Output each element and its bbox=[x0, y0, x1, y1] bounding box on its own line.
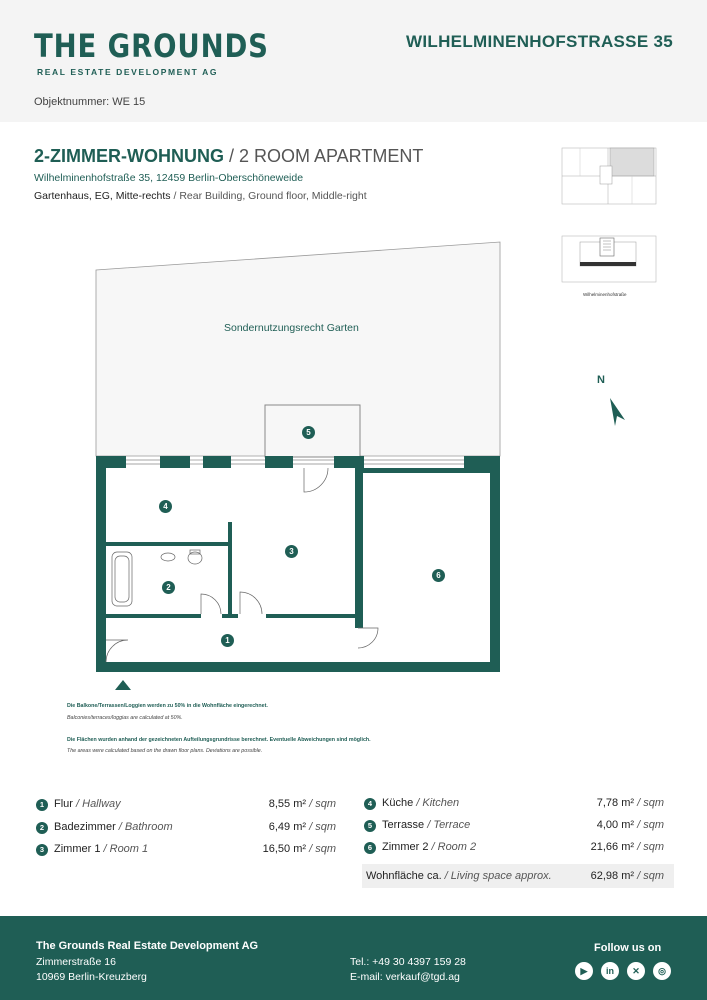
room-number-badge: 6 bbox=[364, 842, 376, 854]
room-marker-1: 1 bbox=[221, 634, 234, 647]
phone-number[interactable]: Tel.: +49 30 4397 159 28 bbox=[350, 956, 466, 968]
garden-label: Sondernutzungsrecht Garten bbox=[224, 322, 359, 334]
logo-wordmark: THE GROUNDS bbox=[34, 27, 269, 65]
room-row bbox=[364, 841, 664, 857]
location-en: / Rear Building, Ground floor, Middle-right bbox=[170, 190, 367, 202]
room-name: Flur / Hallway bbox=[54, 798, 121, 810]
room-name: Küche / Kitchen bbox=[382, 797, 460, 809]
note-areas-en: The areas were calculated based on the drawn floor plans. Deviations are possible. bbox=[67, 748, 263, 754]
room-name: Zimmer 1 / Room 1 bbox=[54, 843, 149, 855]
room-number-badge: 2 bbox=[36, 822, 48, 834]
apartment-interior bbox=[101, 466, 493, 665]
room-marker-4: 4 bbox=[159, 500, 172, 513]
note-balcony-en: Balconies/terraces/loggias are calculated at 50%. bbox=[67, 715, 183, 721]
room-row bbox=[36, 798, 336, 814]
room-number-badge: 5 bbox=[364, 820, 376, 832]
apartment-title bbox=[34, 146, 423, 167]
room-number-badge: 4 bbox=[364, 798, 376, 810]
room-name: Badezimmer / Bathroom bbox=[54, 821, 173, 833]
follow-label: Follow us on bbox=[594, 942, 662, 954]
room-row bbox=[36, 843, 336, 859]
company-name: The Grounds Real Estate Development AG bbox=[36, 940, 259, 952]
instagram-icon[interactable]: ◎ bbox=[653, 962, 671, 980]
room-area: 4,00 m² / sqm bbox=[596, 819, 664, 831]
thumbnail-caption: Wilhelminenhofstraße bbox=[583, 292, 627, 297]
apartment-address: Wilhelminenhofstraße 35, 12459 Berlin-Oberschöneweide bbox=[34, 172, 304, 184]
floor-plan bbox=[0, 230, 707, 700]
room-area: 21,66 m² / sqm bbox=[590, 841, 664, 853]
object-number: Objektnummer: WE 15 bbox=[34, 96, 146, 108]
note-areas-de: Die Flächen wurden anhand der gezeichneten Aufteilungsgrundrisse berechnet. Eventuelle Abweichungen sind möglich. bbox=[67, 737, 371, 743]
room-name: Terrasse / Terrace bbox=[382, 819, 471, 831]
youtube-icon[interactable]: ▶ bbox=[575, 962, 593, 980]
company-street: Zimmerstraße 16 bbox=[36, 956, 116, 968]
room-row bbox=[364, 797, 664, 813]
living-space-total bbox=[362, 864, 674, 888]
room-marker-3: 3 bbox=[285, 545, 298, 558]
room-marker-6: 6 bbox=[432, 569, 445, 582]
apartment-location bbox=[34, 190, 367, 202]
apartment-title-en: / 2 ROOM APARTMENT bbox=[223, 146, 424, 166]
entrance-arrow bbox=[115, 680, 131, 690]
floor-position-thumbnail bbox=[560, 146, 660, 208]
linkedin-icon[interactable]: in bbox=[601, 962, 619, 980]
xing-icon[interactable]: ✕ bbox=[627, 962, 645, 980]
room-area: 6,49 m² / sqm bbox=[268, 821, 336, 833]
total-label: Wohnfläche ca. / Living space approx. bbox=[366, 870, 552, 882]
email-link[interactable]: E-mail: verkauf@tgd.ag bbox=[350, 971, 460, 983]
page-header bbox=[0, 0, 707, 122]
page-footer bbox=[0, 916, 707, 1000]
property-street-title: WILHELMINENHOFSTRASSE 35 bbox=[406, 32, 673, 51]
north-label: N bbox=[597, 374, 605, 386]
room-area: 8,55 m² / sqm bbox=[268, 798, 336, 810]
room-row bbox=[36, 821, 336, 837]
room-name: Zimmer 2 / Room 2 bbox=[382, 841, 477, 853]
room-marker-5: 5 bbox=[302, 426, 315, 439]
location-de: Gartenhaus, EG, Mitte-rechts bbox=[34, 190, 171, 202]
room-number-badge: 3 bbox=[36, 844, 48, 856]
room-row bbox=[364, 819, 664, 835]
total-area: 62,98 m² / sqm bbox=[590, 870, 664, 882]
room-marker-2: 2 bbox=[162, 581, 175, 594]
logo-tagline: REAL ESTATE DEVELOPMENT AG bbox=[37, 67, 219, 77]
north-arrow bbox=[610, 398, 625, 426]
note-balcony-de: Die Balkone/Terrassen/Loggien werden zu 50% in die Wohnfläche eingerechnet. bbox=[67, 703, 268, 709]
room-number-badge: 1 bbox=[36, 799, 48, 811]
company-city: 10969 Berlin-Kreuzberg bbox=[36, 971, 147, 983]
room-area: 7,78 m² / sqm bbox=[596, 797, 664, 809]
room-area: 16,50 m² / sqm bbox=[262, 843, 336, 855]
apartment-title-de: 2-ZIMMER-WOHNUNG bbox=[34, 146, 224, 166]
